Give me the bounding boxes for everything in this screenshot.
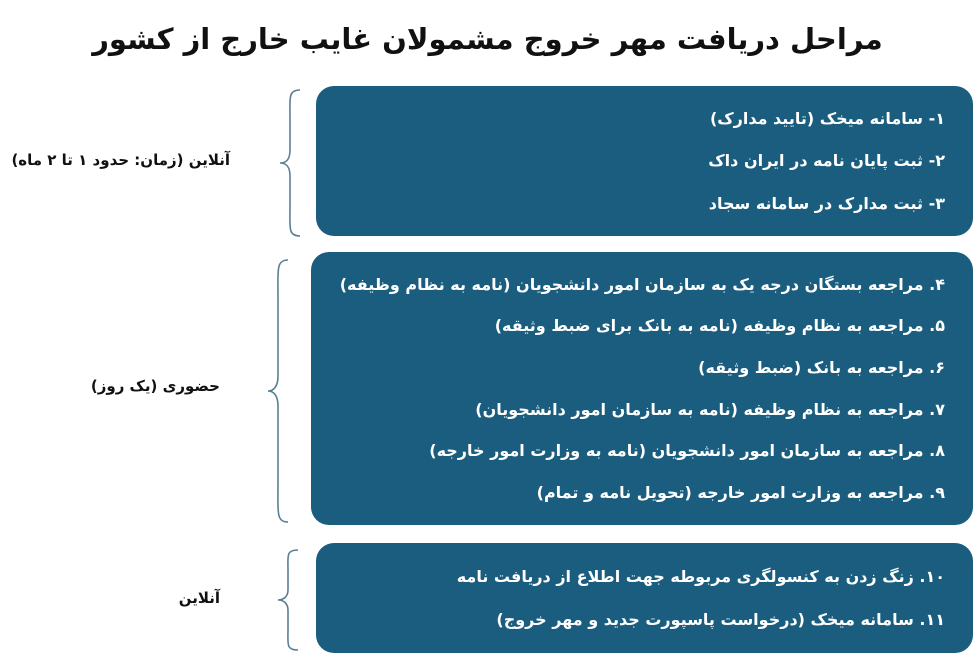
page-title: مراحل دریافت مهر خروج مشمولان غایب خارج از کشور bbox=[92, 22, 883, 56]
group-2-brace bbox=[266, 258, 290, 524]
group-3-label: آنلاین bbox=[178, 589, 220, 607]
step-1: ۱- سامانه میخک (تایید مدارک) bbox=[709, 109, 945, 129]
step-5: ۵. مراجعه به نظام وظیفه (نامه به بانک برای ضبط وثیقه) bbox=[494, 316, 945, 336]
step-8: ۸. مراجعه به سازمان امور دانشجویان (نامه به وزارت امور خارجه) bbox=[429, 441, 945, 461]
step-10: ۱۰. زنگ زدن به کنسولگری مربوطه جهت اطلاع از دریافت نامه bbox=[456, 566, 945, 586]
step-6: ۶. مراجعه به بانک (ضبط وثیقه) bbox=[698, 358, 945, 378]
group-1-brace bbox=[278, 88, 302, 238]
step-4: ۴. مراجعه بستگان درجه یک به سازمان امور دانشجویان (نامه به نظام وظیفه) bbox=[339, 274, 945, 294]
group-1-box bbox=[316, 86, 973, 236]
group-3-brace bbox=[276, 548, 300, 652]
group-1-label: آنلاین (زمان: حدود ۱ تا ۲ ماه) bbox=[11, 151, 230, 169]
step-11: ۱۱. سامانه میخک (درخواست پاسپورت جدید و مهر خروج) bbox=[496, 609, 945, 629]
group-2-box bbox=[311, 252, 973, 525]
group-2-label: حضوری (یک روز) bbox=[90, 377, 220, 395]
step-7: ۷. مراجعه به نظام وظیفه (نامه به سازمان امور دانشجویان) bbox=[475, 399, 945, 419]
step-9: ۹. مراجعه به وزارت امور خارجه (تحویل نامه و تمام) bbox=[536, 483, 945, 503]
step-3: ۳- ثبت مدارک در سامانه سجاد bbox=[708, 193, 945, 213]
step-2: ۲- ثبت پایان نامه در ایران داک bbox=[708, 151, 945, 171]
group-3-box bbox=[316, 543, 973, 653]
